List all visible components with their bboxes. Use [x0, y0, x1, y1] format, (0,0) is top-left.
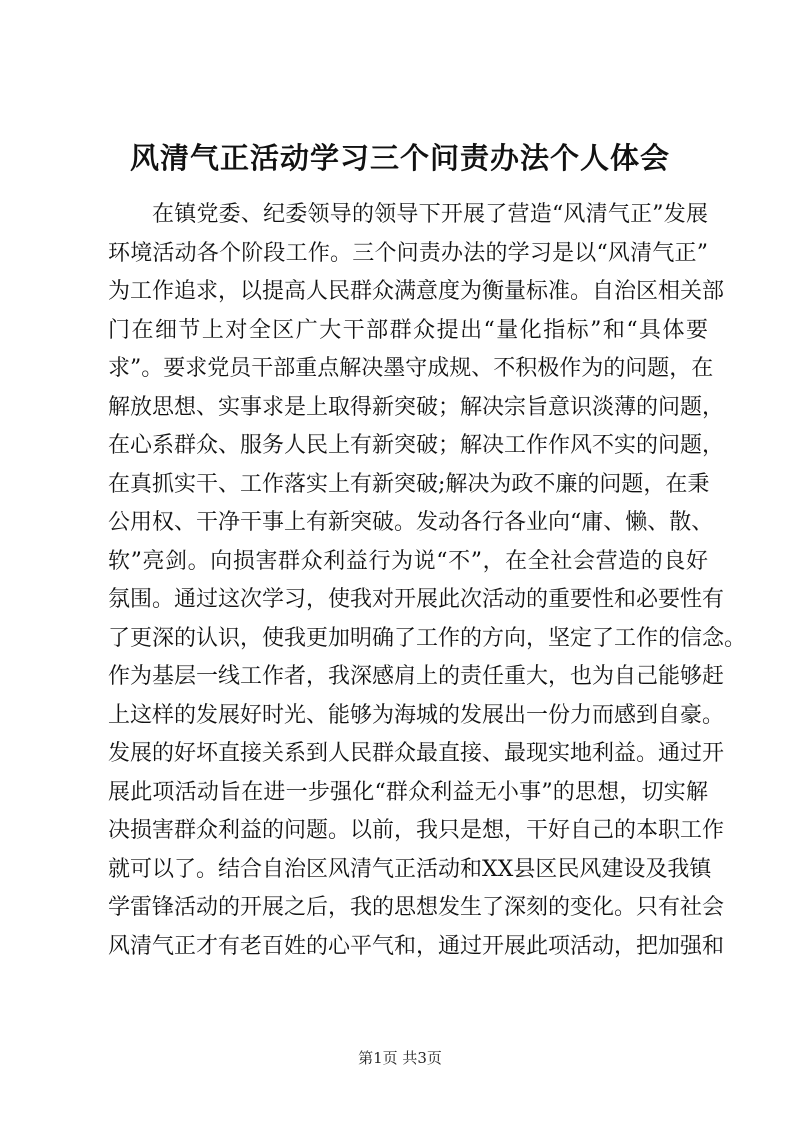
- body-paragraph: [108, 196, 747, 966]
- document-title: 风清气正活动学习三个问责办法个人体会: [129, 141, 670, 175]
- text-line: 氛围。通过这次学习，使我对开展此次活动的重要性和必要性有: [108, 587, 725, 612]
- text-line: 解放思想、实事求是上取得新突破；解决宗旨意识淡薄的问题，: [108, 394, 725, 420]
- text-line: 作为基层一线工作者，我深感肩上的责任重大，也为自己能够赶: [108, 664, 725, 689]
- text-line: 公用权、干净干事上有新突破。发动各行各业向“庸、懒、散、: [108, 510, 714, 535]
- text-line: 了更深的认识，使我更加明确了工作的方向，坚定了工作的信念。: [108, 625, 747, 651]
- text-line: 发展的好坏直接关系到人民群众最直接、最现实地利益。通过开: [108, 741, 725, 766]
- text-line: 门在细节上对全区广大干部群众提出“量化指标”和“具体要: [108, 317, 708, 343]
- text-line: 学雷锋活动的开展之后，我的思想发生了深刻的变化。只有社会: [108, 895, 725, 920]
- text-line: 为工作追求，以提高人民群众满意度为衡量标准。自治区相关部: [108, 279, 725, 304]
- text-line: 在真抓实干、工作落实上有新突破;解决为政不廉的问题，在秉: [108, 471, 710, 497]
- page-number-footer: 第1页 共3页: [358, 1049, 442, 1067]
- text-line: 软”亮剑。向损害群众利益行为说“不”，在全社会营造的良好: [108, 548, 708, 574]
- text-line: 风清气正才有老百姓的心平气和，通过开展此项活动，把加强和: [108, 933, 725, 959]
- text-line: 在镇党委、纪委领导的领导下开展了营造“风清气正”发展: [152, 202, 708, 227]
- text-line: 环境活动各个阶段工作。三个问责办法的学习是以“风清气正”: [108, 240, 708, 266]
- text-line: 求”。要求党员干部重点解决墨守成规、不积极作为的问题，在: [108, 356, 714, 381]
- text-line: 决损害群众利益的问题。以前，我只是想，干好自己的本职工作: [108, 818, 725, 843]
- text-line: 在心系群众、服务人民上有新突破；解决工作作风不实的问题，: [108, 433, 725, 458]
- text-line: 展此项活动旨在进一步强化“群众利益无小事”的思想，切实解: [108, 779, 708, 805]
- text-line: 上这样的发展好时光、能够为海城的发展出一份力而感到自豪。: [108, 702, 725, 728]
- text-line: 就可以了。结合自治区风清气正活动和XX县区民风建设及我镇: [108, 856, 712, 882]
